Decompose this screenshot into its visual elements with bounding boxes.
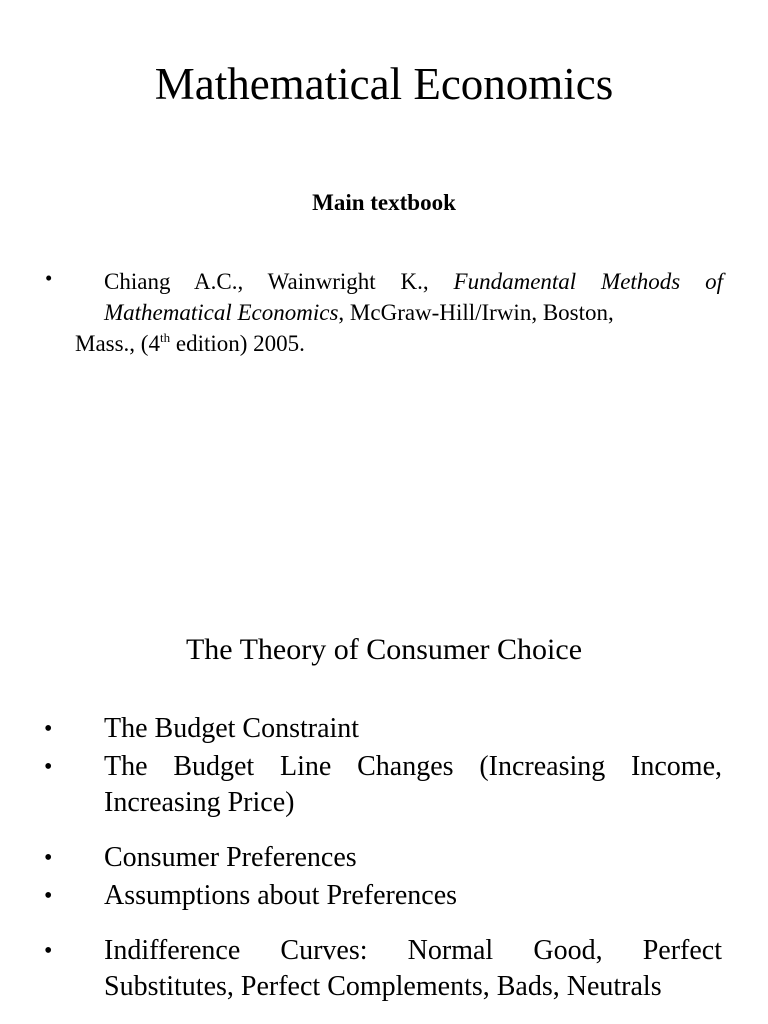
reference-line-2	[75, 297, 723, 328]
bullet-icon: •	[44, 754, 53, 780]
topic-text: The Budget Line Changes (Increasing Income, Increasing Price)	[104, 751, 722, 818]
bullet-icon: •	[44, 938, 53, 964]
reference-edition-prefix: Mass., (4	[75, 331, 160, 356]
reference-line-3	[75, 328, 723, 359]
reference-book-title-start: Fundamental Methods of	[453, 269, 723, 294]
topic-text: The Budget Constraint	[104, 713, 360, 744]
textbook-heading: Main textbook	[312, 190, 456, 215]
reference-bullet: •	[45, 266, 53, 290]
bullet-icon: •	[44, 716, 53, 742]
reference-edition-year: edition) 2005.	[170, 331, 305, 356]
textbook-reference	[75, 266, 723, 359]
topic-text: Assumptions about Preferences	[104, 880, 458, 911]
topic-list	[0, 711, 768, 1005]
reference-edition-superscript: th	[159, 330, 171, 345]
topic-text: Consumer Preferences	[104, 842, 357, 873]
reference-publisher: , McGraw-Hill/Irwin, Boston,	[338, 300, 614, 325]
reference-authors: Chiang A.C., Wainwright K.,	[104, 269, 454, 294]
reference-book-title-end: Mathematical Economics	[104, 300, 339, 325]
topic-item	[0, 840, 768, 876]
bullet-icon: •	[44, 845, 53, 871]
bullet-icon: •	[44, 883, 53, 909]
topic-item	[0, 933, 768, 1005]
reference-line-1	[75, 266, 723, 297]
section-title: The Theory of Consumer Choice	[185, 633, 583, 666]
topic-item	[0, 711, 768, 747]
page-title: Mathematical Economics	[154, 59, 614, 109]
topic-text: Indifference Curves: Normal Good, Perfect Substitutes, Perfect Complements, Bads, Neutrals	[104, 935, 722, 1002]
topic-item	[0, 878, 768, 914]
topic-item	[0, 749, 768, 821]
